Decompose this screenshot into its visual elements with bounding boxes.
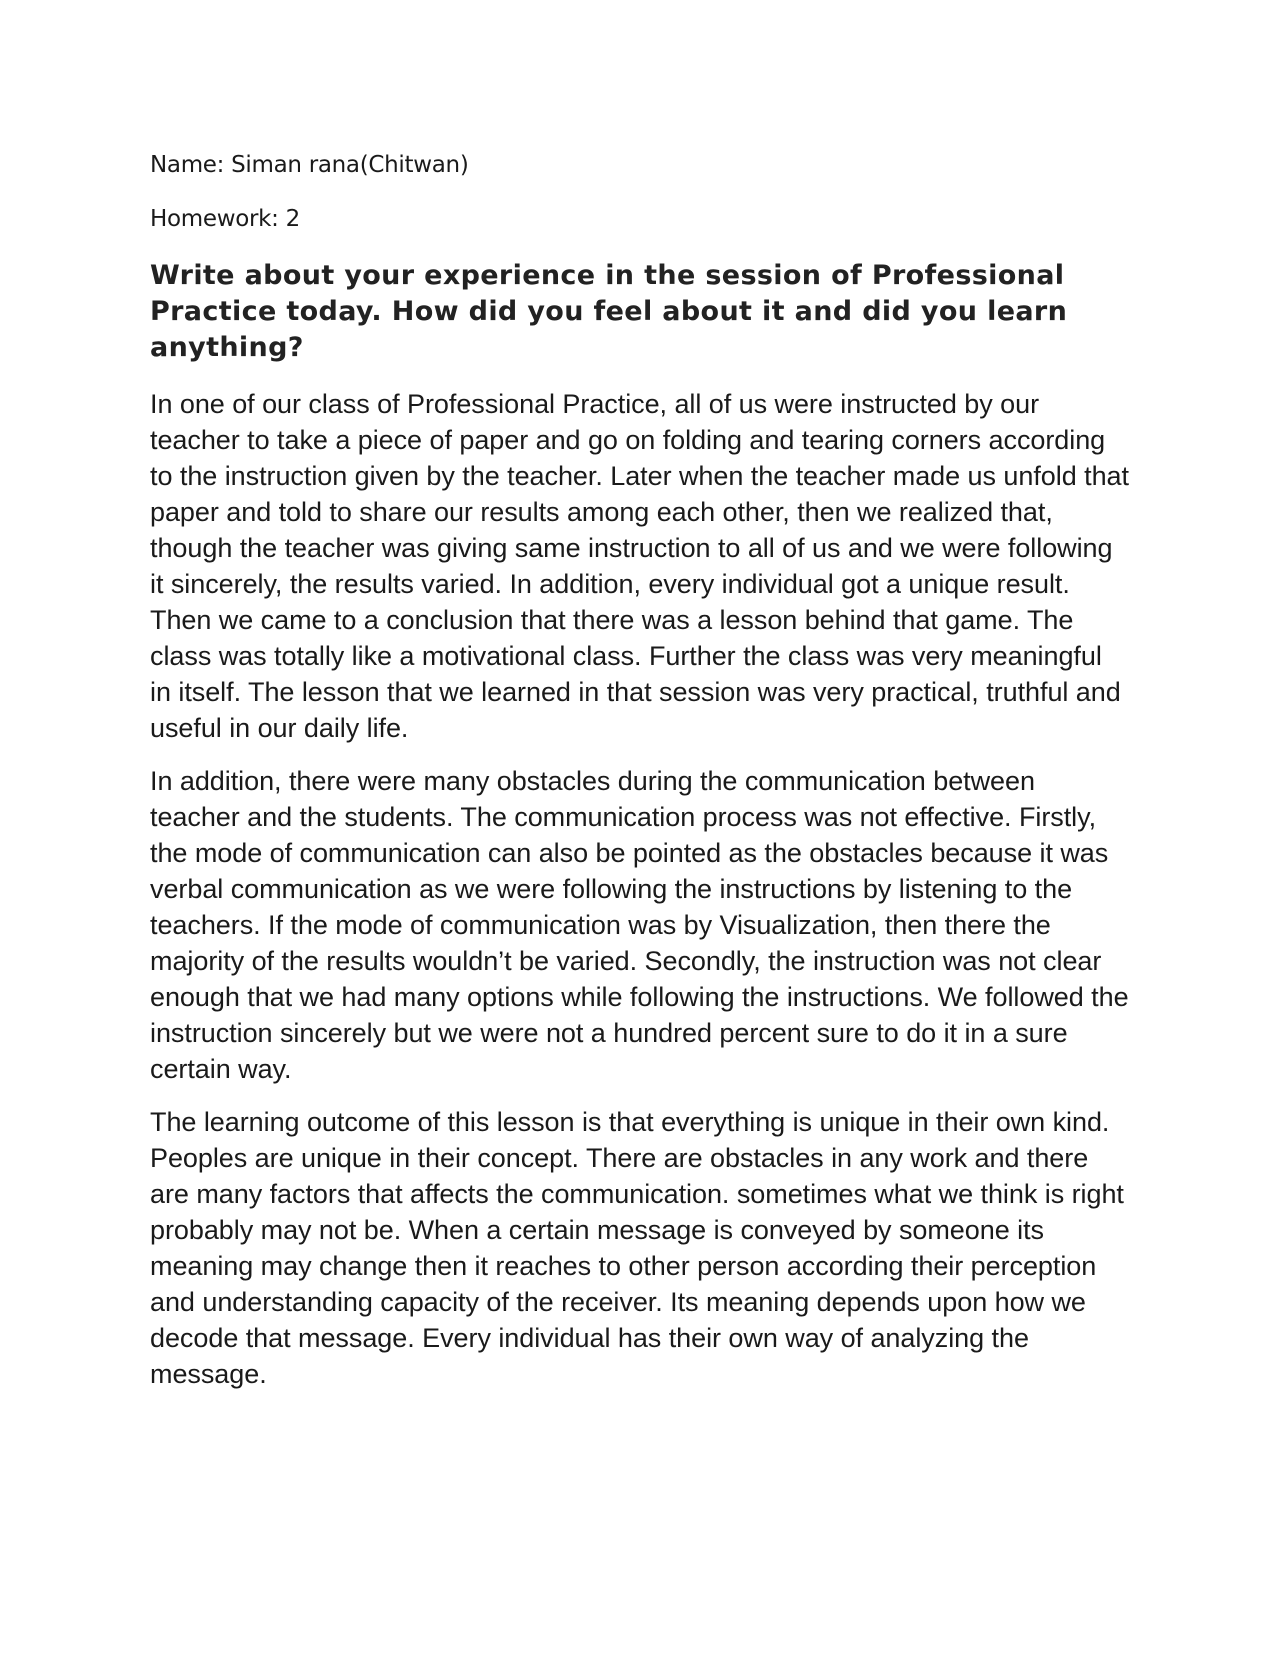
body-paragraph-1: In one of our class of Professional Practice, all of us were instructed by our teacher to take a piece of paper and go on folding and tearing corners according to the instruction given by the teacher. Later when the teacher made us unfold that paper and told to share our results among each other, then we realized that, though the teacher was giving same instruction to all of us and we were following it sincerely, the results varied. In addition, every individual got a unique result. Then we came to a conclusion that there was a lesson behind that game. The class was totally like a motivational class. Further the class was very meaningful in itself. The lesson that we learned in that session was very practical, truthful and useful in our daily life. [150, 389, 1129, 743]
homework-number-line: Homework: 2 [150, 206, 300, 232]
body-paragraph-3: The learning outcome of this lesson is that everything is unique in their own kind. Peoples are unique in their concept. There are obstacles in any work and there are many factors that affects the communication. sometimes what we think is right probably may not be. When a certain message is conveyed by someone its meaning may change then it reaches to other person according their perception and understanding capacity of the receiver. Its meaning depends upon how we decode that message. Every individual has their own way of analyzing the message. [150, 1107, 1124, 1389]
student-name-line: Name: Siman rana(Chitwan) [150, 152, 469, 178]
homework-question-heading: Write about your experience in the session of Professional Practice today. How did you feel about it and did you learn anything? [150, 260, 1068, 363]
body-paragraph-2: In addition, there were many obstacles during the communication between teacher and the students. The communication process was not effective. Firstly, the mode of communication can also be pointed as the obstacles because it was verbal communication as we were following the instructions by listening to the teachers. If the mode of communication was by Visualization, then there the majority of the results wouldn’t be varied. Secondly, the instruction was not clear enough that we had many options while following the instructions. We followed the instruction sincerely but we were not a hundred percent sure to do it in a sure certain way. [150, 766, 1129, 1084]
document-body [150, 150, 1130, 1409]
